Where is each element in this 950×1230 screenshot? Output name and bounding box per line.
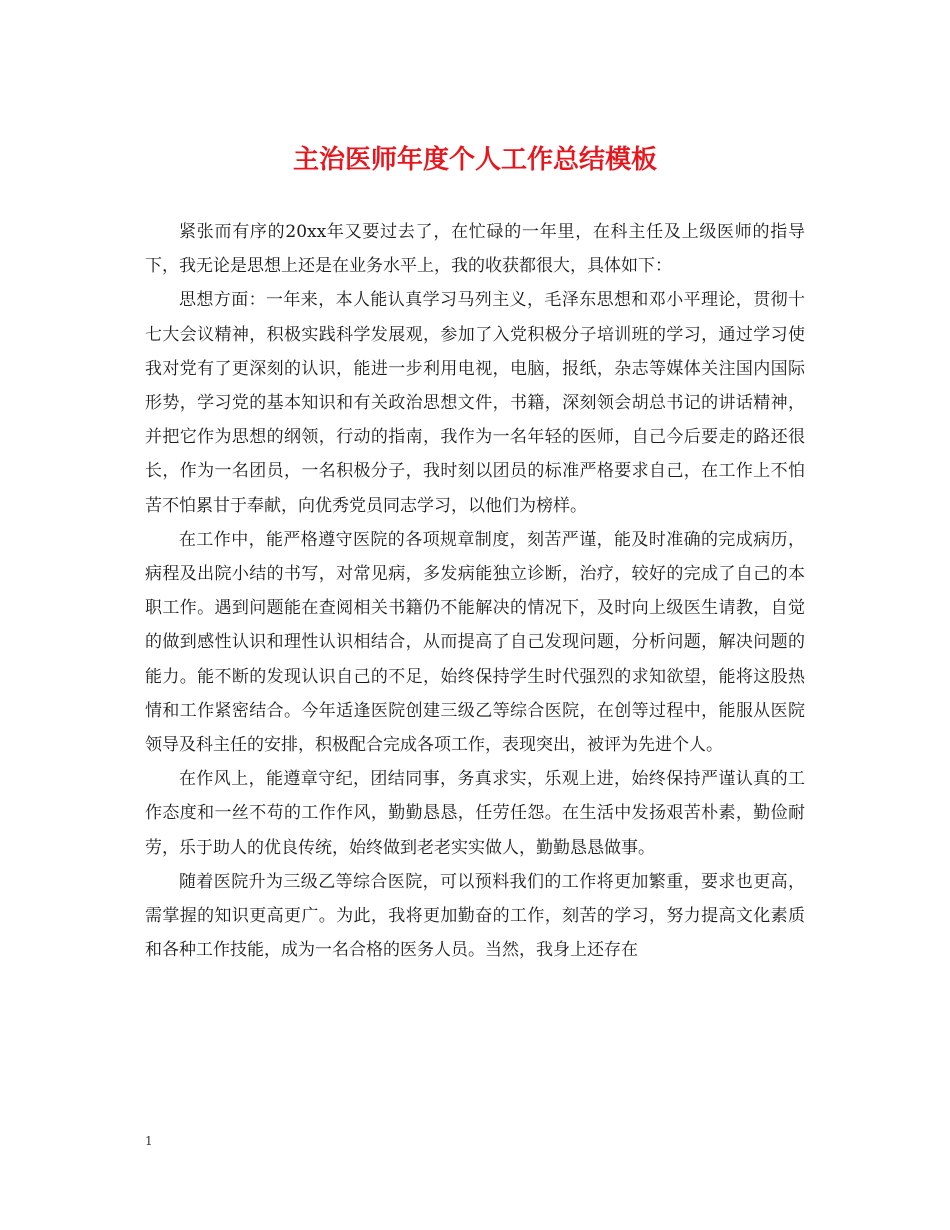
paragraph-conduct: 在作风上，能遵章守纪，团结同事，务真求实，乐观上进，始终保持严谨认真的工作态度和一丝不苟的工作作风，勤勤恳恳，任劳任怨。在生活中发扬艰苦朴素，勤俭耐劳，乐于助人的优良传统，始终做到老老实实做人，勤勤恳恳做事。 <box>145 769 805 858</box>
document-title: 主治医师年度个人工作总结模板 <box>292 145 657 175</box>
paragraph-outlook: 随着医院升为三级乙等综合医院，可以预料我们的工作将更加繁重，要求也更高，需掌握的知识更高更广。为此，我将更加勤奋的工作，刻苦的学习，努力提高文化素质和各种工作技能，成为一名合格的医务人员。当然，我身上还存在 <box>145 871 805 961</box>
paragraph-ideology: 思想方面：一年来，本人能认真学习马列主义，毛泽东思想和邓小平理论，贯彻十七大会议精神，积极实践科学发展观，参加了入党积极分子培训班的学习，通过学习使我对党有了更深刻的认识，能进一步利用电视，电脑，报纸，杂志等媒体关注国内国际形势，学习党的基本知识和有关政治思想文件，书籍，深刻领会胡总书记的讲话精神，并把它作为思想的纲领，行动的指南，我作为一名年轻的医师，自己今后要走的路还很长，作为一名团员，一名积极分子，我时刻以团员的标准严格要求自己，在工作上不怕苦不怕累甘于奉献，向优秀党员同志学习，以他们为榜样。 <box>145 290 805 516</box>
page-number: 1 <box>145 1134 153 1148</box>
paragraph-intro: 紧张而有序的20xx年又要过去了，在忙碌的一年里，在科主任及上级医师的指导下，我无论是思想上还是在业务水平上，我的收获都很大，具体如下： <box>145 222 805 277</box>
document-body <box>145 215 805 967</box>
paragraph-work: 在工作中，能严格遵守医院的各项规章制度，刻苦严谨，能及时准确的完成病历，病程及出院小结的书写，对常见病，多发病能独立诊断，治疗，较好的完成了自己的本职工作。遇到问题能在查阅相关书籍仍不能解决的情况下，及时向上级医生请教，自觉的做到感性认识和理性认识相结合，从而提高了自己发现问题，分析问题，解决问题的能力。能不断的发现认识自己的不足，始终保持学生时代强烈的求知欲望，能将这股热情和工作紧密结合。今年适逢医院创建三级乙等综合医院，在创等过程中，能服从医院领导及科主任的安排，积极配合完成各项工作，表现突出，被评为先进个人。 <box>145 529 805 756</box>
